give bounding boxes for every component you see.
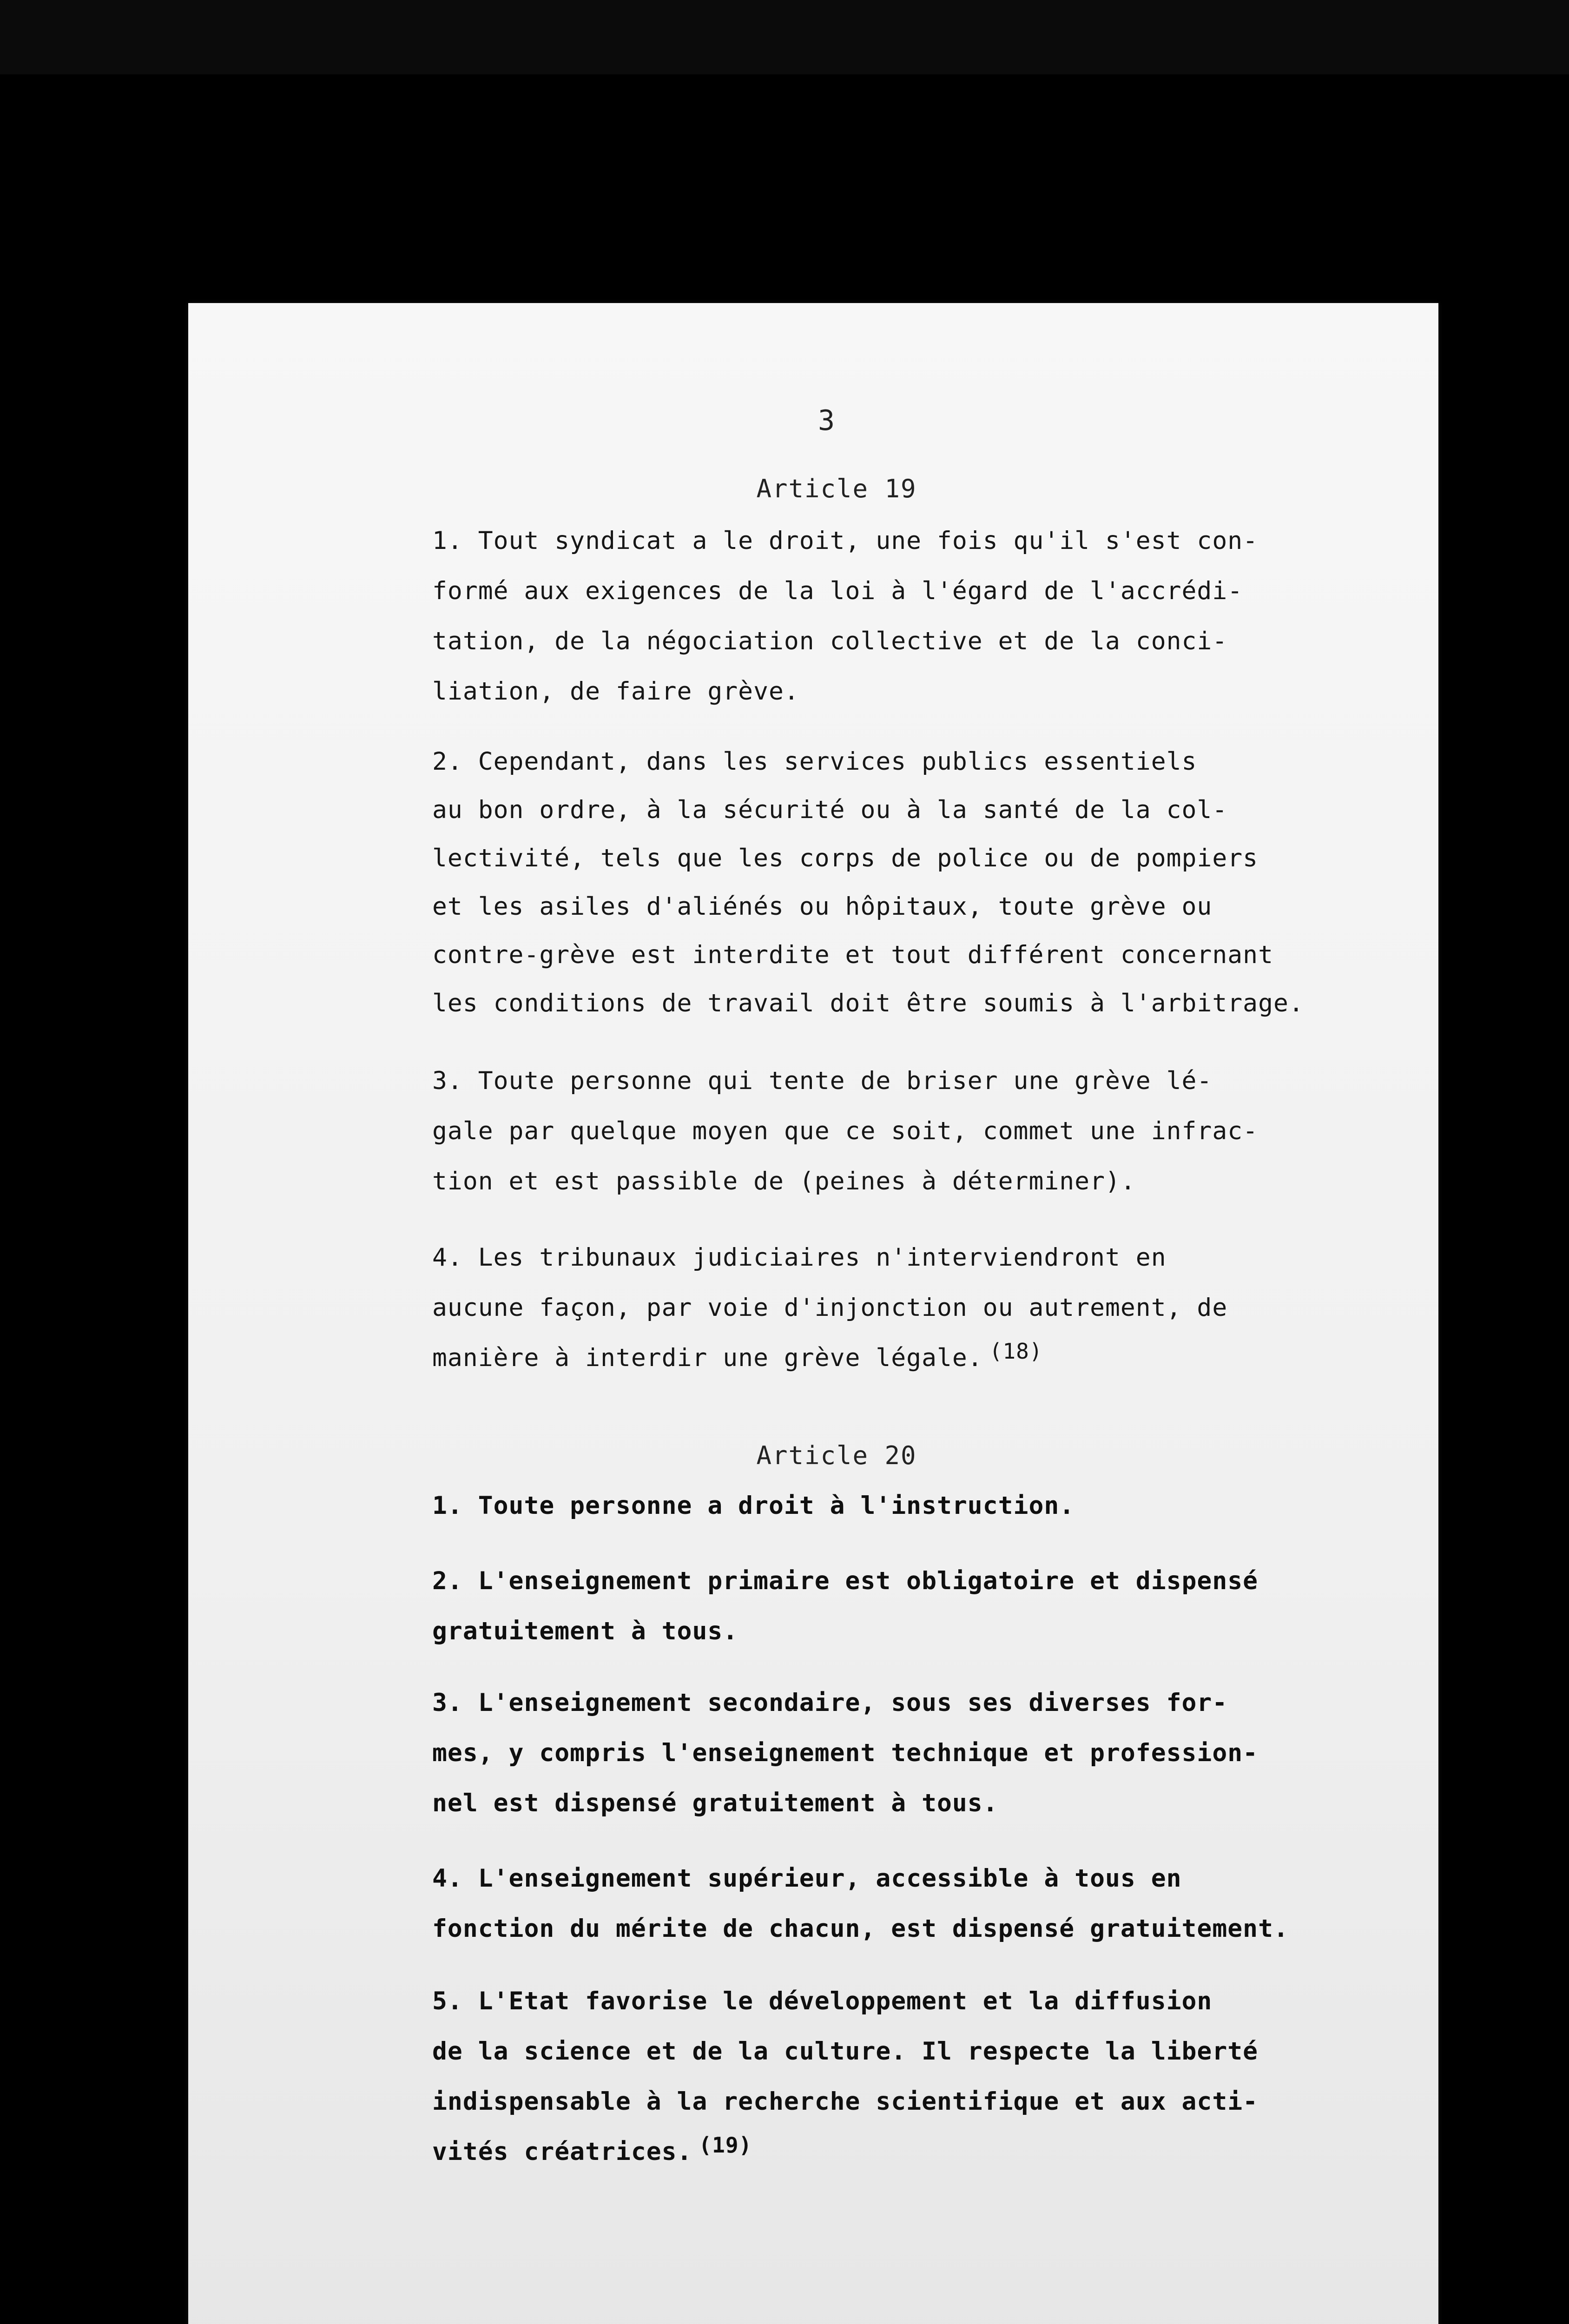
article-20-paragraph-5 [432,1976,1292,2177]
text-line: 4. L'enseignement supérieur, accessible à tous en [432,1864,1182,1893]
text-line: gale par quelque moyen que ce soit, commet une infrac- [432,1117,1259,1145]
text-line: formé aux exigences de la loi à l'égard de l'accrédi- [432,577,1243,605]
article-19-paragraph-3 [432,1056,1292,1207]
text-line: 2. L'enseignement primaire est obligatoire et dispensé [432,1567,1259,1595]
text-line: mes, y compris l'enseignement technique et profession- [432,1739,1259,1767]
article-20-paragraph-2 [432,1556,1292,1657]
article-20-paragraph-4 [432,1854,1292,1954]
text-line: 3. Toute personne qui tente de briser une grève lé- [432,1067,1213,1095]
text-line: 4. Les tribunaux judiciaires n'interviendront en [432,1243,1167,1272]
text-line: 1. Tout syndicat a le droit, une fois qu'il s'est con- [432,527,1259,555]
text-line: tion et est passible de (peines à déterminer). [432,1167,1136,1195]
text-line: au bon ordre, à la sécurité ou à la santé de la col- [432,796,1228,824]
text-line: 2. Cependant, dans les services publics essentiels [432,747,1197,776]
article-19-paragraph-1 [432,516,1292,717]
text-line: lectivité, tels que les corps de police ou de pompiers [432,844,1259,872]
article-20-paragraph-1 [432,1481,1292,1531]
text-line: nel est dispensé gratuitement à tous. [432,1789,998,1817]
text-line: et les asiles d'aliénés ou hôpitaux, toute grève ou [432,892,1213,921]
text-line: 1. Toute personne a droit à l'instruction. [432,1492,1075,1520]
text-line: de la science et de la culture. Il respecte la liberté [432,2037,1259,2066]
article-20-heading: Article 20 [756,1441,917,1470]
footnote-marker: (18) [989,1339,1043,1364]
text-line: indispensable à la recherche scientifique et aux acti- [432,2087,1259,2116]
article-20-paragraph-3 [432,1678,1292,1829]
text-line: gratuitement à tous. [432,1617,738,1645]
text-line: tation, de la négociation collective et de la conci- [432,627,1228,655]
text-line: vités créatrices. [432,2138,692,2166]
text-line: 5. L'Etat favorise le développement et la diffusion [432,1987,1213,2015]
article-19-heading: Article 19 [756,474,917,503]
text-line: liation, de faire grève. [432,677,799,706]
text-line: manière à interdir une grève légale. [432,1344,983,1372]
text-line: aucune façon, par voie d'injonction ou autrement, de [432,1294,1228,1322]
page-number: 3 [818,404,852,437]
text-line: les conditions de travail doit être soumis à l'arbitrage. [432,989,1304,1017]
text-line: 3. L'enseignement secondaire, sous ses diverses for- [432,1689,1228,1717]
footnote-marker: (19) [699,2133,752,2158]
text-line: fonction du mérite de chacun, est dispensé gratuitement. [432,1915,1289,1943]
text-line: contre-grève est interdite et tout différent concernant [432,941,1273,969]
article-19-paragraph-2 [432,738,1304,1028]
film-edge-top [0,0,1569,74]
article-19-paragraph-4 [432,1233,1292,1383]
